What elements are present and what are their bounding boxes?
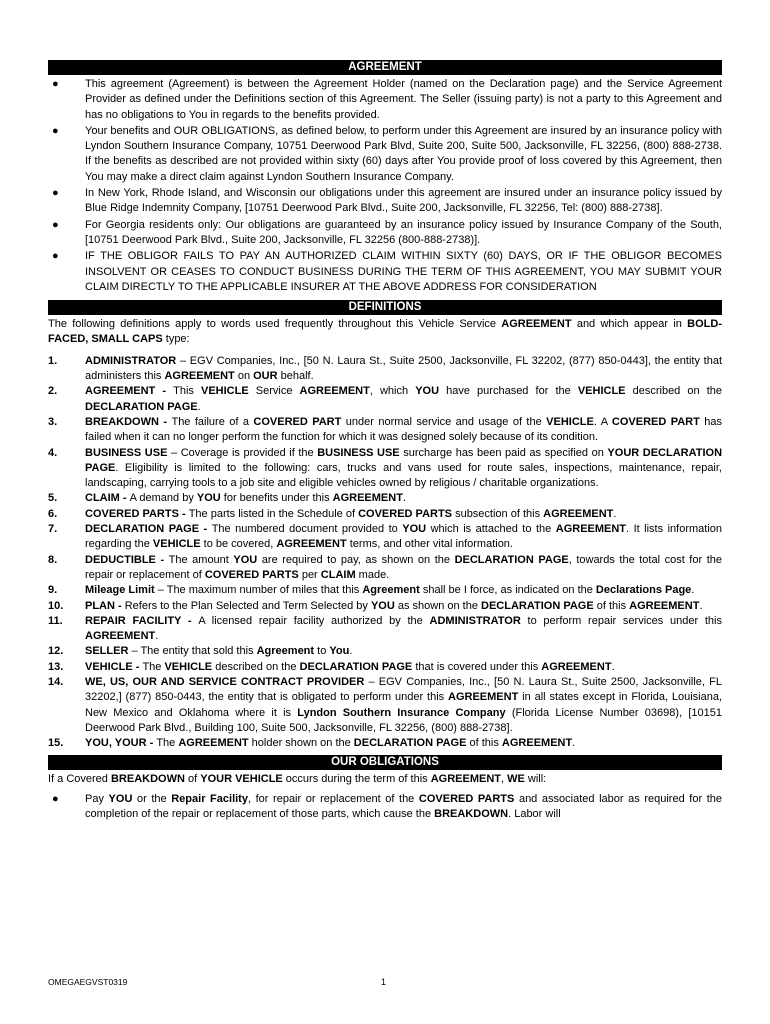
obligations-bullet-list bbox=[48, 792, 722, 823]
definition-number: 12. bbox=[48, 645, 64, 658]
list-item: ● For Georgia residents only: Our obligations are guaranteed by an insurance policy issued by Insurance Company of the South, [10751 Deerwood Park Blvd., Suite 200, Jacksonville, FL 32256 (800-888-2738)]. bbox=[52, 218, 722, 246]
definition-text: BUSINESS USE – Coverage is provided if the BUSINESS USE surcharge has been paid as specified on YOUR DECLARATION PAGE. Eligibility is limited to the following: cars, trucks and vans used for route sales, inspections, maintenance, repair, landscaping, carrying tools to a job site and eligible vehicles owned by religious / charitable organizations. bbox=[85, 446, 723, 490]
definition-number: 13. bbox=[48, 660, 64, 673]
definition-item bbox=[48, 354, 722, 385]
definition-number: 4. bbox=[48, 446, 58, 459]
definition-number: 3. bbox=[48, 415, 58, 428]
definition-item bbox=[48, 415, 722, 446]
definition-item bbox=[48, 522, 722, 553]
definition-number: 1. bbox=[48, 354, 58, 367]
definition-item bbox=[48, 491, 722, 506]
definition-number: 6. bbox=[48, 507, 58, 520]
definition-number: 7. bbox=[48, 523, 58, 536]
list-item: ● Your benefits and OUR OBLIGATIONS, as defined below, to perform under this Agreement are insured by an insurance policy with Lyndon Southern Insurance Company, 10751 Deerwood Park Blvd, Suite 200, Suite 500, Jacksonville, FL 32256, (800) 888-2738. If the benefits as described are not provided within sixty (60) days after You provide proof of loss covered by this Agreement, then You may make a direct claim against Lyndon Southern Insurance Company. bbox=[52, 124, 722, 183]
form-code: OMEGAEGVST0319 bbox=[48, 977, 128, 987]
definition-text: WE, US, OUR AND SERVICE CONTRACT PROVIDER – EGV Companies, Inc., [50 N. Laura St., Suite 2500, Jacksonville, FL 32202,] (877) 850-0443, the entity that is obligated to perform under this AGREEMENT in all states except in Florida, Louisiana, New Mexico and Oklahoma where it is Lyndon Southern Insurance Company (Florida License Number 03698), [10151 Deerwood Park Blvd., Building 100, Suite 500, Jacksonville, FL 32256, (800) 888-2738]. bbox=[85, 675, 723, 734]
agreement-bullet-list bbox=[48, 77, 722, 295]
definition-item bbox=[48, 644, 722, 659]
definition-item bbox=[48, 553, 722, 584]
page-number: 1 bbox=[381, 977, 387, 987]
definition-text: SELLER – The entity that sold this Agreement to You. bbox=[85, 645, 353, 658]
definitions-intro: The following definitions apply to words used frequently throughout this Vehicle Service AGREEMENT and which appear in BOLD-FACED, SMALL CAPS type: bbox=[48, 318, 722, 346]
definition-number: 5. bbox=[48, 492, 58, 505]
definition-number: 15. bbox=[48, 737, 64, 750]
definition-text: VEHICLE - The VEHICLE described on the DECLARATION PAGE that is covered under this AGREEMENT. bbox=[85, 660, 615, 673]
definition-item bbox=[48, 384, 722, 415]
definition-text: COVERED PARTS - The parts listed in the Schedule of COVERED PARTS subsection of this AGREEMENT. bbox=[85, 507, 617, 520]
bullet-icon: ● bbox=[52, 792, 59, 805]
bullet-icon: ● bbox=[52, 218, 59, 231]
definition-item bbox=[48, 599, 722, 614]
definition-text: BREAKDOWN - The failure of a COVERED PART under normal service and usage of the VEHICLE. A COVERED PART has failed when it can no longer perform the function for which it was designed solely because of its condition. bbox=[85, 415, 723, 444]
obligations-intro: If a Covered BREAKDOWN of YOUR VEHICLE occurs during the term of this AGREEMENT, WE will: bbox=[48, 773, 547, 786]
definition-item bbox=[48, 675, 722, 736]
obligations-heading: OUR OBLIGATIONS bbox=[48, 755, 722, 770]
definition-item bbox=[48, 614, 722, 645]
list-item: ● In New York, Rhode Island, and Wisconsin our obligations under this agreement are insured under an insurance policy issued by Blue Ridge Indemnity Company, [10751 Deerwood Park Blvd., Suite 200, Jacksonville, FL 32256, Tel: (800) 888-2738]. bbox=[52, 187, 722, 215]
definition-text: PLAN - Refers to the Plan Selected and Term Selected by YOU as shown on the DECLARATION PAGE of this AGREEMENT. bbox=[85, 599, 703, 612]
definition-number: 8. bbox=[48, 553, 58, 566]
list-item: ● Pay YOU or the Repair Facility, for repair or replacement of the COVERED PARTS and associated labor as required for the completion of the repair or replacement of those parts, which cause the BREAKDOWN. Labor will bbox=[52, 792, 722, 821]
definition-item bbox=[48, 660, 722, 675]
definition-text: DEDUCTIBLE - The amount YOU are required to pay, as shown on the DECLARATION PAGE, towards the total cost for the repair or replacement of COVERED PARTS per CLAIM made. bbox=[85, 553, 722, 581]
bullet-icon: ● bbox=[52, 124, 59, 137]
bullet-icon: ● bbox=[52, 250, 59, 263]
agreement-heading: AGREEMENT bbox=[48, 60, 722, 75]
definition-text: REPAIR FACILITY - A licensed repair facility authorized by the ADMINISTRATOR to perform repair services under this AGREEMENT. bbox=[85, 614, 722, 643]
definition-text: ADMINISTRATOR – EGV Companies, Inc., [50 N. Laura St., Suite 2500, Jacksonville, FL 32202, (877) 850-0443], the entity that administers this AGREEMENT on OUR behalf. bbox=[85, 354, 722, 383]
definition-text: CLAIM - A demand by YOU for benefits under this AGREEMENT. bbox=[85, 492, 406, 505]
definition-number: 14. bbox=[48, 675, 64, 688]
definition-number: 10. bbox=[48, 599, 64, 612]
definition-item bbox=[48, 507, 722, 522]
definition-number: 2. bbox=[48, 385, 58, 398]
definition-number: 9. bbox=[48, 584, 58, 597]
list-item: ● This agreement (Agreement) is between the Agreement Holder (named on the Declaration page) and the Service Agreement Provider as defined under the Definitions section of this Agreement. The Seller (issuing party) is not a party to this Agreement and has no obligations to You in regards to the benefits provided. bbox=[52, 78, 722, 121]
bullet-icon: ● bbox=[52, 78, 59, 90]
definition-text: DECLARATION PAGE - The numbered document provided to YOU which is attached to the AGREEMENT. It lists information regarding the VEHICLE to be covered, AGREEMENT terms, and other vital information. bbox=[85, 523, 722, 551]
definitions-heading: DEFINITIONS bbox=[48, 300, 722, 315]
bullet-icon: ● bbox=[52, 187, 59, 200]
document-page bbox=[48, 60, 722, 823]
definition-item bbox=[48, 736, 722, 751]
definition-text: AGREEMENT - This VEHICLE Service AGREEMENT, which YOU have purchased for the VEHICLE described on the DECLARATION PAGE. bbox=[85, 385, 722, 413]
definitions-list bbox=[48, 354, 722, 752]
definition-item bbox=[48, 446, 722, 492]
definition-item bbox=[48, 583, 722, 598]
definition-number: 11. bbox=[48, 614, 63, 627]
definition-text: YOU, YOUR - The AGREEMENT holder shown on the DECLARATION PAGE of this AGREEMENT. bbox=[85, 737, 576, 750]
definition-text: Mileage Limit – The maximum number of miles that this Agreement shall be I force, as indicated on the Declarations Page. bbox=[85, 584, 695, 597]
list-item: ● IF THE OBLIGOR FAILS TO PAY AN AUTHORIZED CLAIM WITHIN SIXTY (60) DAYS, OR IF THE OBLIGOR BECOMES INSOLVENT OR CEASES TO CONDUCT BUSINESS DURING THE TERM OF THIS AGREEMENT, YOU MAY SUBMIT YOUR CLAIM DIRECTLY TO THE APPLICABLE INSURER AT THE ABOVE ADDRESS FOR CONSIDERATION bbox=[52, 250, 722, 293]
